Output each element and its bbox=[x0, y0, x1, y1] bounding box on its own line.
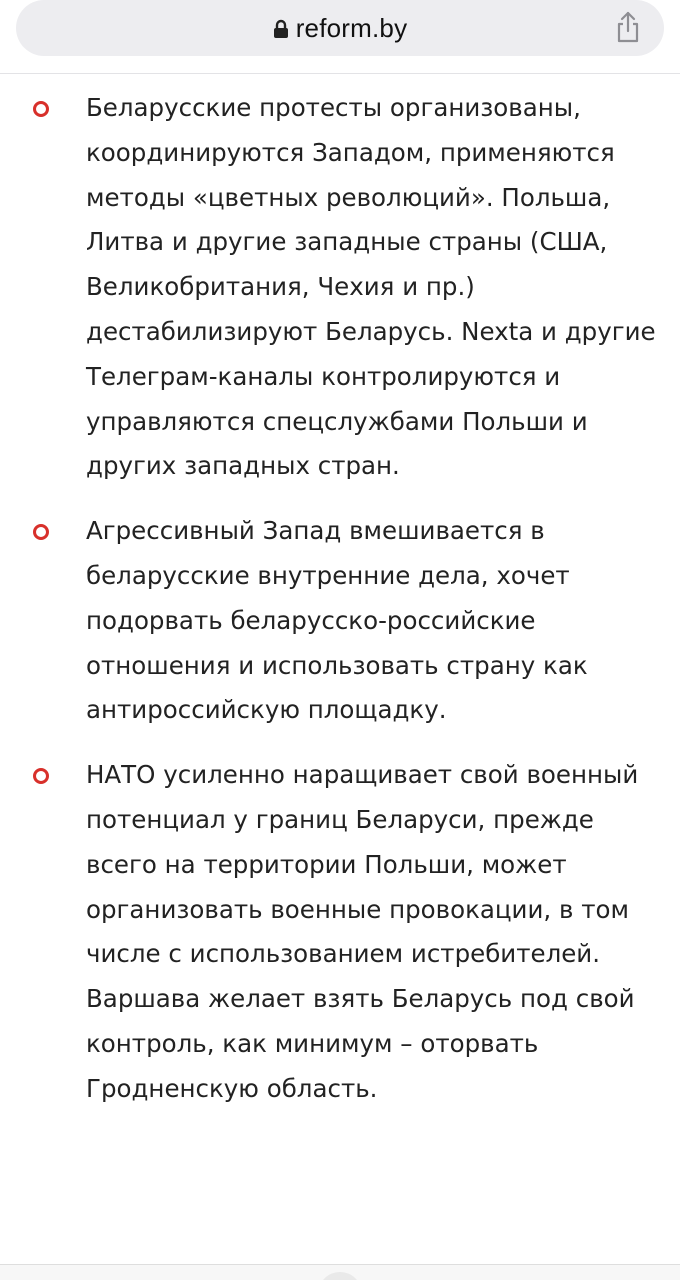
bullet-list bbox=[0, 86, 680, 1132]
list-item-text: Агрессивный Запад вмешивается в беларусские внутренние дела, хочет подорвать беларусско-российские отношения и использовать страну как антироссийскую площадку. bbox=[86, 516, 588, 725]
browser-top-bar bbox=[0, 0, 680, 74]
list-item bbox=[0, 86, 680, 489]
article-content bbox=[0, 74, 680, 1264]
url-text[interactable]: reform.by bbox=[295, 12, 408, 43]
bullet-circle-icon bbox=[33, 768, 49, 784]
lock-icon bbox=[273, 19, 289, 39]
list-item bbox=[0, 509, 680, 733]
share-icon[interactable] bbox=[614, 10, 642, 44]
list-item-text: НАТО усиленно наращивает свой военный потенциал у границ Беларуси, прежде всего на территории Польши, может организовать военные провокации, в том числе с использованием истребителей. Варшава желает взять Беларусь под свой контроль, как минимум – оторвать Гродненскую область. bbox=[86, 760, 639, 1103]
bullet-circle-icon bbox=[33, 101, 49, 117]
list-item-text: Беларусские протесты организованы, координируются Западом, применяются методы «цветных революций». Польша, Литва и другие западные страны (США, Великобритания, Чехия и пр.) дестабилизируют Беларусь. Nexta и другие Телеграм-каналы контролируются и управляются спецслужбами Польши и других западных стран. bbox=[86, 93, 656, 481]
address-bar[interactable] bbox=[16, 0, 664, 56]
list-item bbox=[0, 753, 680, 1111]
bullet-circle-icon bbox=[33, 524, 49, 540]
address-bar-content bbox=[16, 0, 664, 56]
